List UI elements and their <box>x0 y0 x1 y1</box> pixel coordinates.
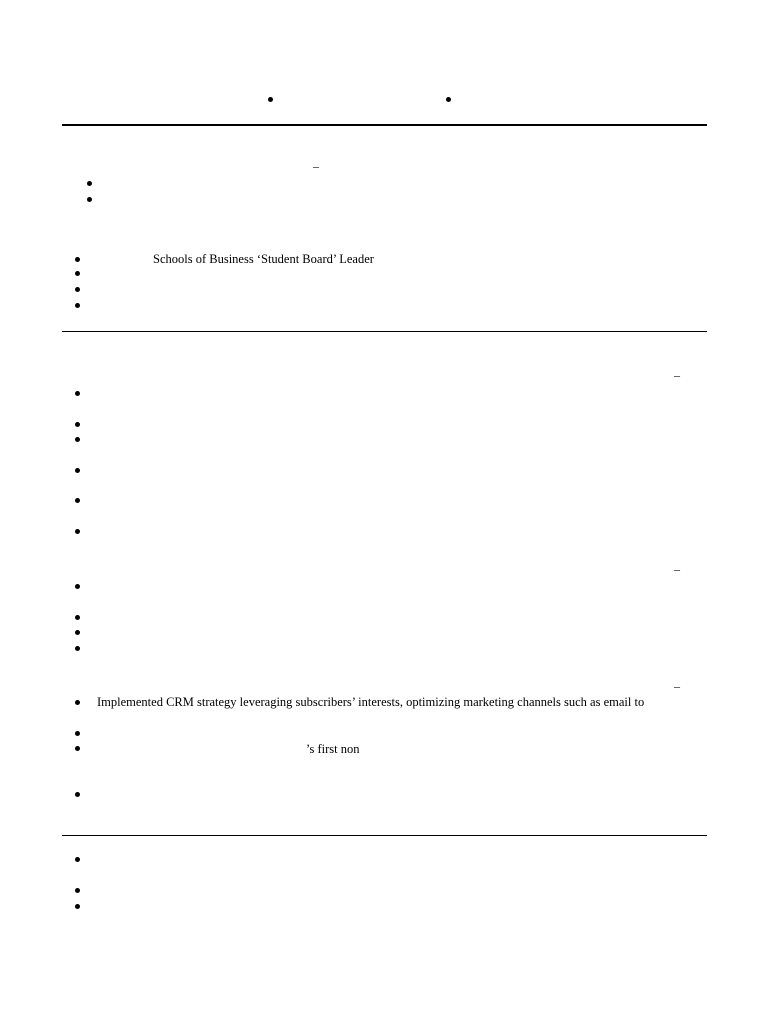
job-bullet <box>75 584 80 589</box>
education-bullet <box>87 181 92 186</box>
skills-bullet <box>75 888 80 893</box>
job-bullet <box>75 792 80 797</box>
skills-bullet <box>75 904 80 909</box>
header-separator-dot <box>268 97 273 102</box>
section-divider <box>62 331 707 332</box>
section-divider <box>62 835 707 836</box>
job-date-dash: – <box>674 679 680 693</box>
header-separator-dot <box>446 97 451 102</box>
header-divider <box>62 124 707 126</box>
job-bullet <box>75 630 80 635</box>
skills-bullet <box>75 857 80 862</box>
job-date-dash: – <box>674 368 680 382</box>
first-non-text: ’s first non <box>306 742 360 756</box>
job-bullet <box>75 746 80 751</box>
crm-strategy-text: Implemented CRM strategy leveraging subscribers’ interests, optimizing marketing channels such as email to <box>97 695 645 709</box>
job-bullet <box>75 468 80 473</box>
job-bullet <box>75 422 80 427</box>
job-bullet <box>75 700 80 705</box>
job-bullet <box>75 646 80 651</box>
activities-bullet <box>75 303 80 308</box>
job-bullet <box>75 391 80 396</box>
job-bullet <box>75 731 80 736</box>
activities-bullet <box>75 257 80 262</box>
job-bullet <box>75 615 80 620</box>
job-date-dash: – <box>674 562 680 576</box>
job-bullet <box>75 437 80 442</box>
job-bullet <box>75 498 80 503</box>
student-board-leader-text: Schools of Business ‘Student Board’ Leader <box>153 252 374 266</box>
education-bullet <box>87 197 92 202</box>
activities-bullet <box>75 287 80 292</box>
activities-bullet <box>75 271 80 276</box>
job-bullet <box>75 529 80 534</box>
education-date-dash: – <box>313 159 319 173</box>
